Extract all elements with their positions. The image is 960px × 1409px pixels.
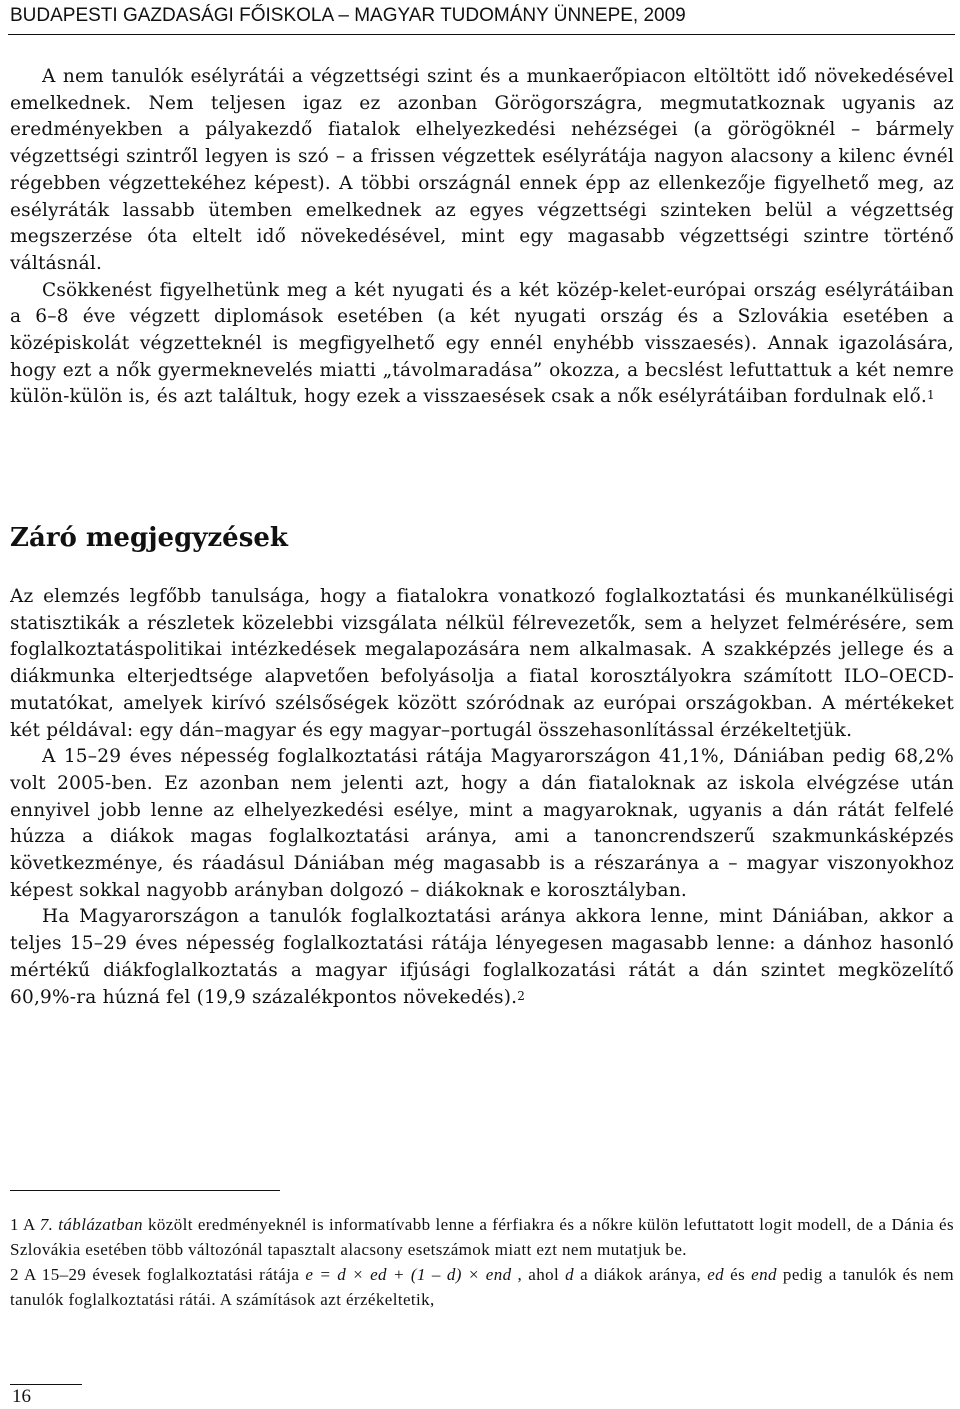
footnote-text: A: [22, 1215, 40, 1234]
footnote-italic: 7. táblázatban: [39, 1215, 143, 1234]
footnote-text: pedig a tanulók és nem tanulók foglalkoztatási rátái. A számítások azt érzékeltetik,: [10, 1265, 955, 1309]
section-1-body: [10, 64, 954, 411]
paragraph: [10, 278, 954, 412]
paragraph: [10, 744, 954, 904]
footnote-2: [10, 1262, 954, 1312]
footnote-number: 2: [10, 1265, 19, 1284]
footnote-text: a diákok aránya,: [574, 1265, 708, 1284]
footnote-text: és: [724, 1265, 752, 1284]
footnote-text: A 15–29 évesek foglalkoztatási rátája: [24, 1265, 306, 1284]
paragraph: [10, 64, 954, 278]
footnote-formula: e = d × ed + (1 – d) × end: [305, 1265, 512, 1284]
footnote-mark: 1: [927, 388, 935, 403]
footnote-rule: [10, 1190, 280, 1191]
section-2-body: [10, 584, 954, 1011]
paragraph-text: Az elemzés legfőbb tanulsága, hogy a fiatalokra vonatkozó foglalkoztatási és munkanélküliségi statisztikák a részletek közelebbi vizsgálata nélkül félrevezetők, sem a helyzet felmérésére, sem foglalkoztatáspolitikai intézkedések megalapozására nem alkalmasak. A szakképzés jellege és a diákmunka elterjedtsége alapvetően befolyásolja a fiatal korosztályokra számított ILO–OECD-mutatókat, amelyek kirívó szélsőségek között szóródnak az európai országokban. A mértékeket két példával: egy dán–magyar és egy magyar–portugál összehasonlítással érzékeltetjük.: [10, 586, 954, 741]
paragraph-text: A 15–29 éves népesség foglalkoztatási rátája Magyarországon 41,1%, Dániában pedig 68,2% volt 2005-ben. Ez azonban nem jelenti azt, hogy a dán fiataloknak az iskola elvégzése után ennyivel jobb lenne az elhelyezkedési esélye, mint a magyaroknak, ugyanis a dán rátát felfelé húzza a diákok magas foglalkoztatási aránya, ami a tanoncrendszerű szakmunkásképzés következménye, és ráadásul Dániában még magasabb is a részaránya a – magyar viszonyokhoz képest sokkal nagyobb arányban dolgozó – diákoknak e korosztályban.: [10, 746, 954, 901]
paragraph-text: A nem tanulók esélyrátái a végzettségi szint és a munkaerőpiacon eltöltött idő növekedésével emelkednek. Nem teljesen igaz ez azonban Görögországra, megmutatkoznak ugyanis az eredményekben a pályakezdő fiatalok elhelyezkedési nehézségei (a görögöknél – bármely végzettségi szintről legyen is szó – a frissen végzettek esélyrátája nagyon alacsony a kilenc évnél régebben végzettekéhez képest). A többi országnál ennek épp az ellenkezője figyelhető meg, az esélyráták lassabb ütemben emelkednek az egyes végzettségi szinteken belül a végzettség megszerzése óta eltelt idő növekedésével, mint egy magasabb végzettségi szintre történő váltásnál.: [10, 66, 954, 274]
footnote-text: , ahol: [511, 1265, 566, 1284]
footnote-variable: d: [565, 1265, 575, 1284]
page-number-rule: [10, 1384, 82, 1385]
paragraph-text: Ha Magyarországon a tanulók foglalkoztatási aránya akkora lenne, mint Dániában, akkor a teljes 15–29 éves népesség foglalkoztatási rátája lényegesen magasabb lenne: a dánhoz hasonló mértékű diákfoglalkoztatás a magyar ifjúsági foglalkozatási rátát a dán szintet megközelítő 60,9%-ra húzná fel (19,9 százalékpontos növekedés).: [10, 906, 954, 1008]
footnote-number: 1: [10, 1215, 19, 1234]
footnote-variable: end: [751, 1265, 777, 1284]
page-number: 16: [12, 1386, 31, 1407]
paragraph: [10, 584, 954, 744]
footnotes: [10, 1212, 954, 1312]
footnote-1: [10, 1212, 954, 1262]
footnote-mark: 2: [517, 988, 526, 1003]
paragraph-text: Csökkenést figyelhetünk meg a két nyugati és a két közép-kelet-európai ország esélyrátáiban a 6–8 éve végzett diplomások esetében (a két nyugati ország és a Szlovákia esetében a középiskolát végzetteknél is megfigyelhető egy ennél enyhébb visszaesés). Annak igazolására, hogy ezt a nők gyermeknevelés miatti „távolmaradása” okozza, a becslést lefuttattuk a két nemre külön-külön is, és azt találtuk, hogy ezek a visszaesések csak a nők esélyrátáiban fordulnak elő.: [10, 279, 954, 408]
header-rule: [8, 34, 955, 35]
footnote-variable: ed: [707, 1265, 725, 1284]
section-heading: Záró megjegyzések: [10, 523, 288, 553]
running-header: BUDAPESTI GAZDASÁGI FŐISKOLA – MAGYAR TUDOMÁNY ÜNNEPE, 2009: [10, 5, 686, 26]
paragraph: [10, 904, 954, 1011]
footnote-text: közölt eredményeknél is informatívabb lenne a férfiakra és a nőkre külön lefuttatott logit modell, de a Dánia és Szlovákia esetében több változónál tapasztalt alacsony esetszámok miatt ezt nem mutatjuk be.: [10, 1215, 955, 1259]
